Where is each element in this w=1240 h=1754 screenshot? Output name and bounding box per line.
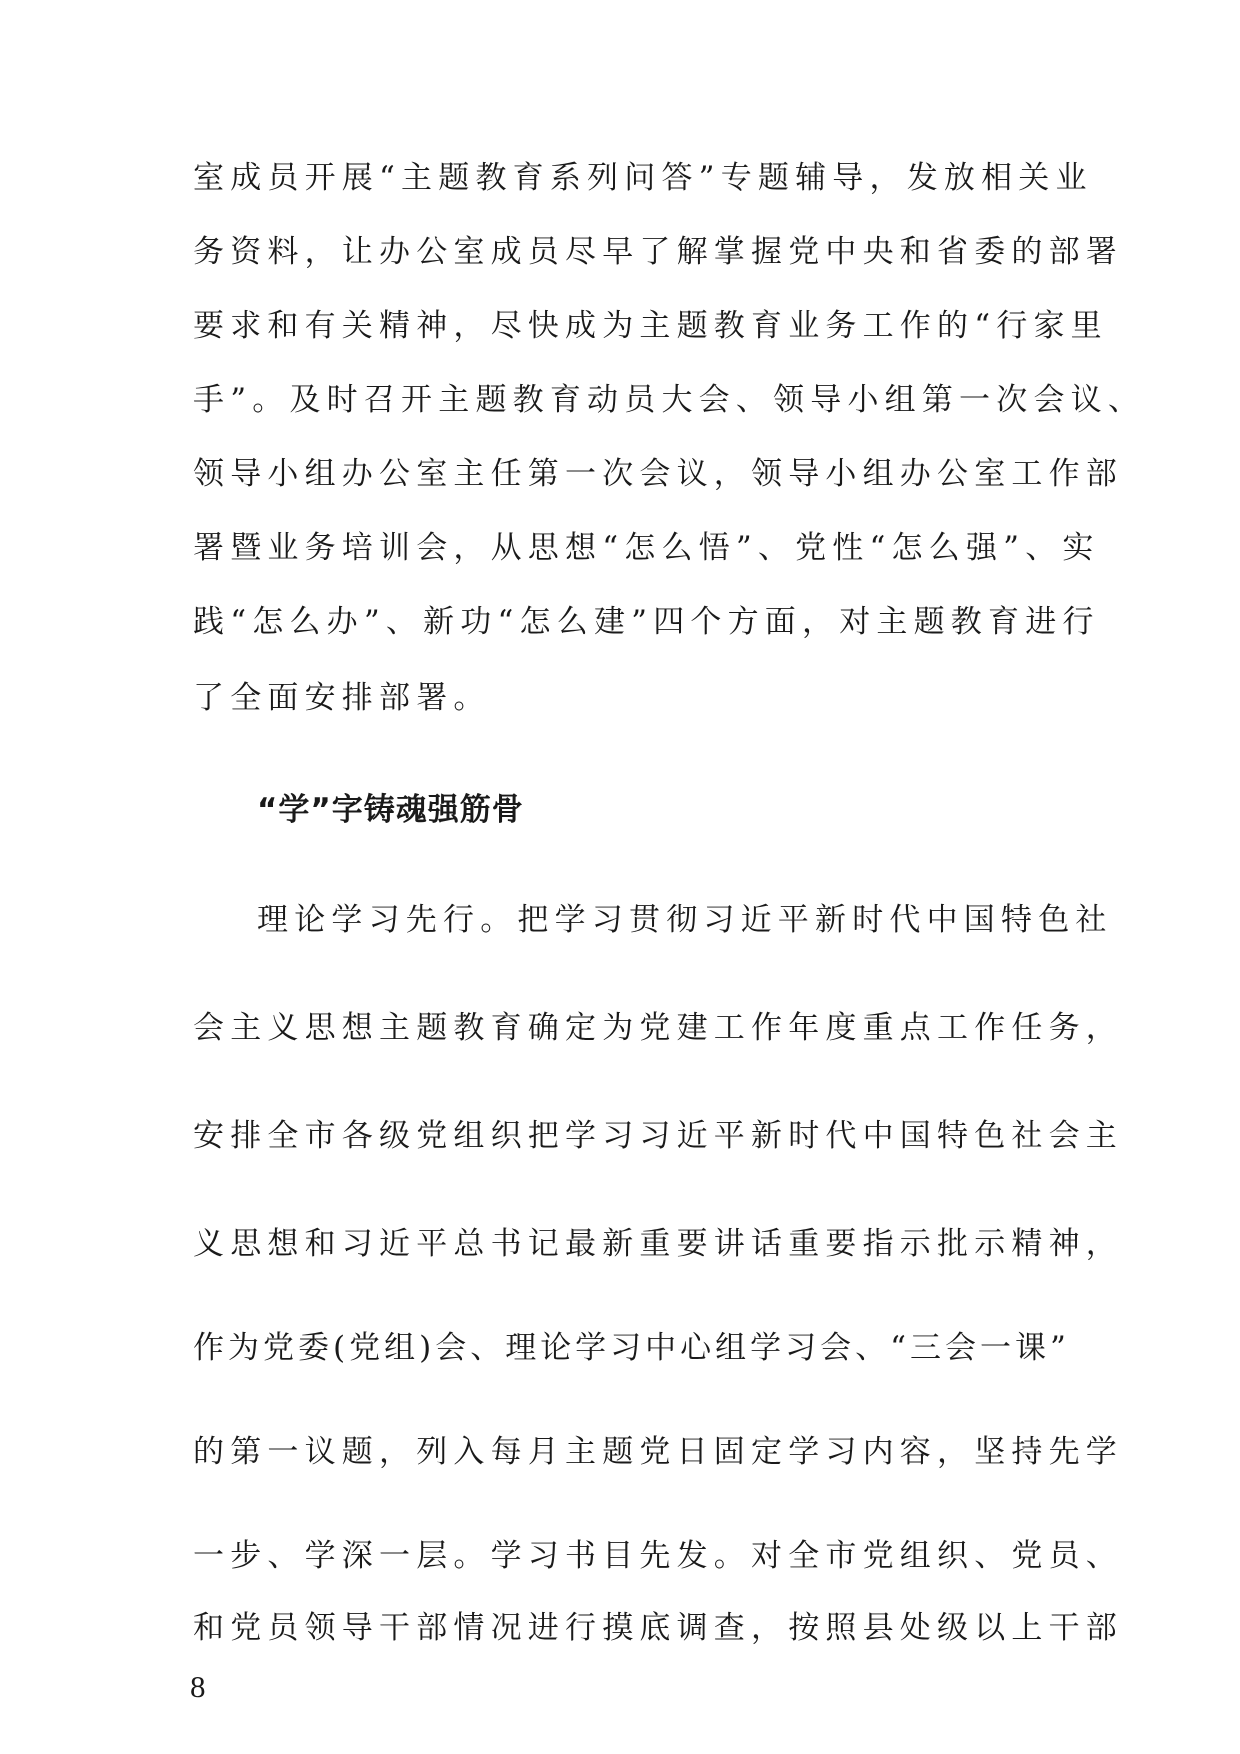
paragraph-2-line-6: 的第一议题，列入每月主题党日固定学习内容，坚持先学 bbox=[193, 1434, 1123, 1470]
section-heading: “学”字铸魂强筋骨 bbox=[257, 792, 524, 828]
paragraph-1-line-6: 署暨业务培训会，从思想“怎么悟”、党性“怎么强”、实 bbox=[193, 530, 1100, 566]
paragraph-1-line-3: 要求和有关精神，尽快成为主题教育业务工作的“行家里 bbox=[193, 308, 1108, 344]
paragraph-2-line-2: 会主义思想主题教育确定为党建工作年度重点工作任务， bbox=[193, 1010, 1123, 1046]
paragraph-1-line-4: 手”。及时召开主题教育动员大会、领导小组第一次会议、 bbox=[193, 382, 1146, 418]
paragraph-2-line-8: 和党员领导干部情况进行摸底调查，按照县处级以上干部 bbox=[193, 1610, 1123, 1646]
paragraph-2-line-7: 一步、学深一层。学习书目先发。对全市党组织、党员、 bbox=[193, 1538, 1123, 1574]
paragraph-1-line-7: 践“怎么办”、新功“怎么建”四个方面，对主题教育进行 bbox=[193, 604, 1100, 640]
paragraph-2-line-3: 安排全市各级党组织把学习习近平新时代中国特色社会主 bbox=[193, 1118, 1123, 1154]
paragraph-1-line-5: 领导小组办公室主任第一次会议，领导小组办公室工作部 bbox=[193, 456, 1123, 492]
paragraph-1-line-8: 了全面安排部署。 bbox=[193, 680, 491, 716]
paragraph-2-line-4: 义思想和习近平总书记最新重要讲话重要指示批示精神， bbox=[193, 1226, 1123, 1262]
paragraph-1-line-2: 务资料，让办公室成员尽早了解掌握党中央和省委的部署 bbox=[193, 234, 1123, 270]
paragraph-2-line-1: 理论学习先行。把学习贯彻习近平新时代中国特色社 bbox=[257, 902, 1113, 938]
page-number: 8 bbox=[190, 1669, 206, 1704]
paragraph-2-line-5: 作为党委(党组)会、理论学习中心组学习会、“三会一课” bbox=[193, 1330, 1070, 1366]
paragraph-1-line-1: 室成员开展“主题教育系列问答”专题辅导，发放相关业 bbox=[193, 160, 1093, 196]
